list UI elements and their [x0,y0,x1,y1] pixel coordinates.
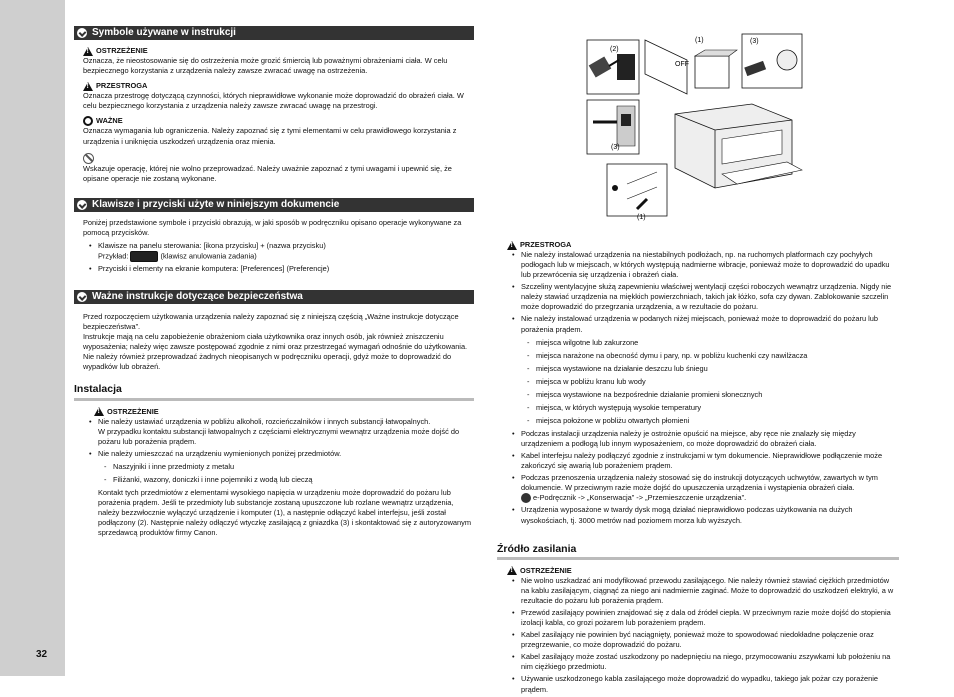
section-header-symbols [74,26,474,40]
dash-item: - miejsca wystawione na bezpośrednie działanie promieni słonecznych [527,390,899,400]
section-title: Ważne instrukcje dotyczące bezpieczeństwa [92,291,303,303]
installation-warning-list [89,417,474,539]
section-check-icon [77,28,87,38]
warning-triangle-icon [507,566,517,575]
section-title: Symbole używane w instrukcji [92,27,236,39]
warning-description: Oznacza, że nieostosowanie się do ostrzeżenia może grozić śmiercią lub poważnymi obrażeniami ciała. W celu bezpiecznego korzystania z urządzenia należy zawsze zwracać uwagę na ostrzeżenia. [83,56,448,76]
caution-list [512,250,899,526]
pc-box-shape [695,56,729,88]
unplug-illustration [587,34,817,224]
warning-triangle-icon [94,407,104,416]
caution-label [507,240,899,250]
installation-heading: Instalacja [74,382,474,400]
power-warning-list [512,576,899,695]
caution-label-text: PRZESTROGA [96,81,148,91]
safety-paragraph-2: Instrukcje mają na celu zapobieżenie obrażeniom ciała użytkownika oraz innych osób, jak również zniszczeniu wyposażenia; należy więc zawsze postępować zgodnie z nimi oraz przestrzegać wymagań odnośnie do użytkowania. [83,332,468,352]
figure-label: (3) [611,144,620,151]
power-warning-label [507,566,899,576]
power-switch-shape [612,185,618,191]
list-item: • Nie należy instalować urządzenia na niestabilnych podłożach, np. na ruchomych platformach czy pochyłych podłogach lub w miejscach, w których występują nadmierne wibracje, ponieważ może to doprowadzić do upadku lub przewrócenia się urządzenia i obrażeń ciała. [512,250,899,280]
list-item: • Urządzenia wyposażone w twardy dysk mogą działać nieprawidłowo podczas użytkowania na dużych wysokościach, tj. 3000 metrów nad poziomem morza lub wyższych. [512,505,899,525]
dash-item: - miejsca położone w pobliżu otwartych płomieni [527,416,899,426]
list-item: • Nie należy ustawiać urządzenia w pobliżu alkoholi, rozcieńczalników i innych substancji łatwopalnych. W przypadku kontaktu substancji łatwopalnych z częściami elektrycznymi wewnątrz urządzenia może dojść do pożaru lub porażenia prądem. [89,417,474,447]
dash-item: - miejsca narażone na obecność dymu i pary, np. w pobliżu kuchenki czy nawilżacza [527,351,899,361]
important-label-text: WAŻNE [96,116,123,126]
left-column [74,26,474,540]
list-item: • Nie wolno uszkadzać ani modyfikować przewodu zasilającego. Nie należy również stawiać ciężkich przedmiotów na kablu zasilającym, ciągnąć za niego ani nadmiernie zaginać. Może to doprowadzić do uszkodzeń elektryki, a w rezultacie do pożaru lub porażenia prądem. [512,576,899,606]
list-item: • Podczas przenoszenia urządzenia należy stosować się do instrukcji dotyczących uchwytów, zawartych w tym dokumencie. W przeciwnym razie może dojść do upuszczenia urządzenia i wystąpienia obrażeń ciała. e-Podręcznik -> „Konserwacja” -> „Przemieszczenie urządzenia”. [512,473,899,503]
dash-item: - Filiżanki, wazony, doniczki i inne pojemniki z wodą lub cieczą [104,475,474,485]
dash-item: - miejsca w pobliżu kranu lub wody [527,377,899,387]
list-item: • Przewód zasilający powinien znajdować się z dala od źródeł ciepła. W przeciwnym razie może dojść do stopienia izolacji kabla, co grozi pożarem lub porażeniem prądem. [512,608,899,628]
list-item: • Nie należy umieszczać na urządzeniu wymienionych poniżej przedmiotów. - Naszyjniki i inne przedmioty z metalu - Filiżanki, wazony, doniczki i inne pojemniki z wodą lub cieczą Kontakt tych przedmiotów z elementami wysokiego napięcia w urządzeniu może doprowadzić do pożaru lub porażenia prądem. Jeśli te przedmioty lub substancje zostaną upuszczone lub rozlane wewnątrz urządzenia, należy bezzwłocznie wyłączyć urządzenie i komputer (1), a następnie odłączyć kabel interfejsu, jeśli został podłączony (2). Następnie należy odłączyć wtyczkę zasilającą z gniazdka (3) i skontaktować się z autoryzowanym sprzedawcą produktów firmy Canon. [89,449,474,539]
manual-reference-link[interactable]: e-Podręcznik -> „Konserwacja” -> „Przemieszczenie urządzenia”. [533,493,747,503]
page-sidebar [0,0,65,676]
dash-list [527,338,899,426]
warning-label [83,46,474,56]
prohibited-description: Wskazuje operację, której nie wolno przeprowadzać. Należy uważnie zapoznać z tymi uwagami i upewnić się, że opisane operacje nie zostaną wykonane. [83,163,452,183]
figure-label: (2) [610,46,619,53]
important-note-icon [83,116,93,126]
dash-item: - miejsca wystawione na działanie deszczu lub śniegu [527,364,899,374]
right-column [497,238,899,697]
power-heading: Źródło zasilania [497,542,899,560]
prohibited-icon [83,153,94,164]
section-title: Klawisze i przyciski użyte w niniejszym dokumencie [92,198,340,210]
keys-intro: Poniżej przedstawione symbole i przyciski obrazują, w jaki sposób w podręczniku opisano operacje wykonywane za pomocą przycisków. [83,217,462,237]
list-item: • Szczeliny wentylacyjne służą zapewnieniu właściwej wentylacji części roboczych wewnątrz urządzenia. Nigdy nie należy stawiać urządzenia na miękkich powierzchniach, takich jak łóżko, sofa czy dywan. Zablokowanie szczelin może doprowadzić do przegrzania urządzenia, a w rezultacie do pożaru. [512,282,899,312]
section-check-icon [77,292,87,302]
important-description: Oznacza wymagania lub ograniczenia. Należy zapoznać się z tymi elementami w celu prawidłowego korzystania z urządzenia i uniknięcia uszkodzeń urządzenia oraz mienia. [83,126,457,146]
section-header-safety [74,290,474,304]
list-item: • Przyciski i elementy na ekranie komputera: [Preferences] (Preferencje) [89,264,474,274]
off-text: OFF [675,61,689,68]
caution-label-text: PRZESTROGA [520,240,572,249]
safety-paragraph-3: Nie należy również przeprowadzać żadnych nieopisanych w podręczniku operacji, gdyż może to doprowadzić do wypadków lub obrażeń. [83,352,452,372]
port-shape [617,54,635,80]
list-item: • Kabel zasilający nie powinien być naciągnięty, ponieważ może to spowodować niedokładne połączenie oraz przegrzewanie, co może doprowadzić do pożaru. [512,630,899,650]
caution-triangle-icon [83,82,93,91]
dash-item: - miejsca, w których występują wysokie temperatury [527,403,899,413]
caution-triangle-icon [507,241,517,250]
list-item: • Nie należy instalować urządzenia w podanych niżej miejscach, ponieważ może to doprowadzić do pożaru lub porażenia prądem. - miejsca wilgotne lub zakurzone - miejsca narażone na obecność dymu i pary, np. w pobliżu kuchenki czy nawilżacza - miejsca wystawione na działanie deszczu lub śniegu - miejsca w pobliżu kranu lub wody - miejsca wystawione na bezpośrednie działanie promieni słonecznych - miejsca, w których występują wysokie temperatury - miejsca położone w pobliżu otwartych płomieni [512,314,899,426]
warning-label-text: OSTRZEŻENIE [107,406,159,416]
dash-item: - miejsca wilgotne lub zakurzone [527,338,899,348]
rear-port-shape [621,114,631,126]
caution-label [83,81,474,91]
dash-item: - Naszyjniki i inne przedmioty z metalu [104,462,474,472]
warning-label-text: OSTRZEŻENIE [520,565,572,575]
dash-list [104,462,474,485]
figure-label: (1) [637,214,646,221]
figure-label: (1) [695,37,704,44]
warning-label-text: OSTRZEŻENIE [96,46,148,55]
section-check-icon [77,200,87,210]
manual-reference-icon [521,493,531,503]
page-number: 32 [36,649,48,660]
list-item: • Używanie uszkodzonego kabla zasilającego może doprowadzić do wypadku, takiego jak pożar czy porażenie prądem. [512,674,899,694]
stop-key-icon [130,251,158,262]
list-item: • Podczas instalacji urządzenia należy je ostrożnie opuścić na miejsce, aby ręce nie znalazły się między urządzeniem a podłogą lub innym wyposażeniem, co może doprowadzić do obrażeń ciała. [512,429,899,449]
list-item: • Kabel interfejsu należy podłączyć zgodnie z instrukcjami w tym dokumencie. Nieprawidłowe podłączenie może zakończyć się awarią lub porażeniem prądem. [512,451,899,471]
list-item: • Klawisze na panelu sterowania: [ikona przycisku] + (nazwa przycisku) Przykład: (klawisz anulowania zadania) [89,241,474,262]
figure-label: (3) [750,38,759,45]
list-item: • Kabel zasilający może zostać uszkodzony po nadepnięciu na niego, przymocowaniu zszywkami lub położeniu na nim ciężkiego przedmiotu. [512,652,899,672]
socket-shape [777,50,797,70]
section-header-keys [74,198,474,212]
important-label [83,116,474,126]
safety-paragraph-1: Przed rozpoczęciem użytkowania urządzenia należy zapoznać się z niniejszą częścią „Ważne instrukcje dotyczące bezpieczeństwa”. [83,311,459,331]
keys-list [89,241,474,274]
installation-warning-label [94,407,474,417]
caution-description: Oznacza przestrogę dotyczącą czynności, których nieprawidłowe wykonanie może doprowadzić do obrażeń ciała. W celu bezpiecznego korzystania z urządzenia należy zawsze zwracać uwagę na przestrogi. [83,91,464,111]
warning-triangle-icon [83,47,93,56]
